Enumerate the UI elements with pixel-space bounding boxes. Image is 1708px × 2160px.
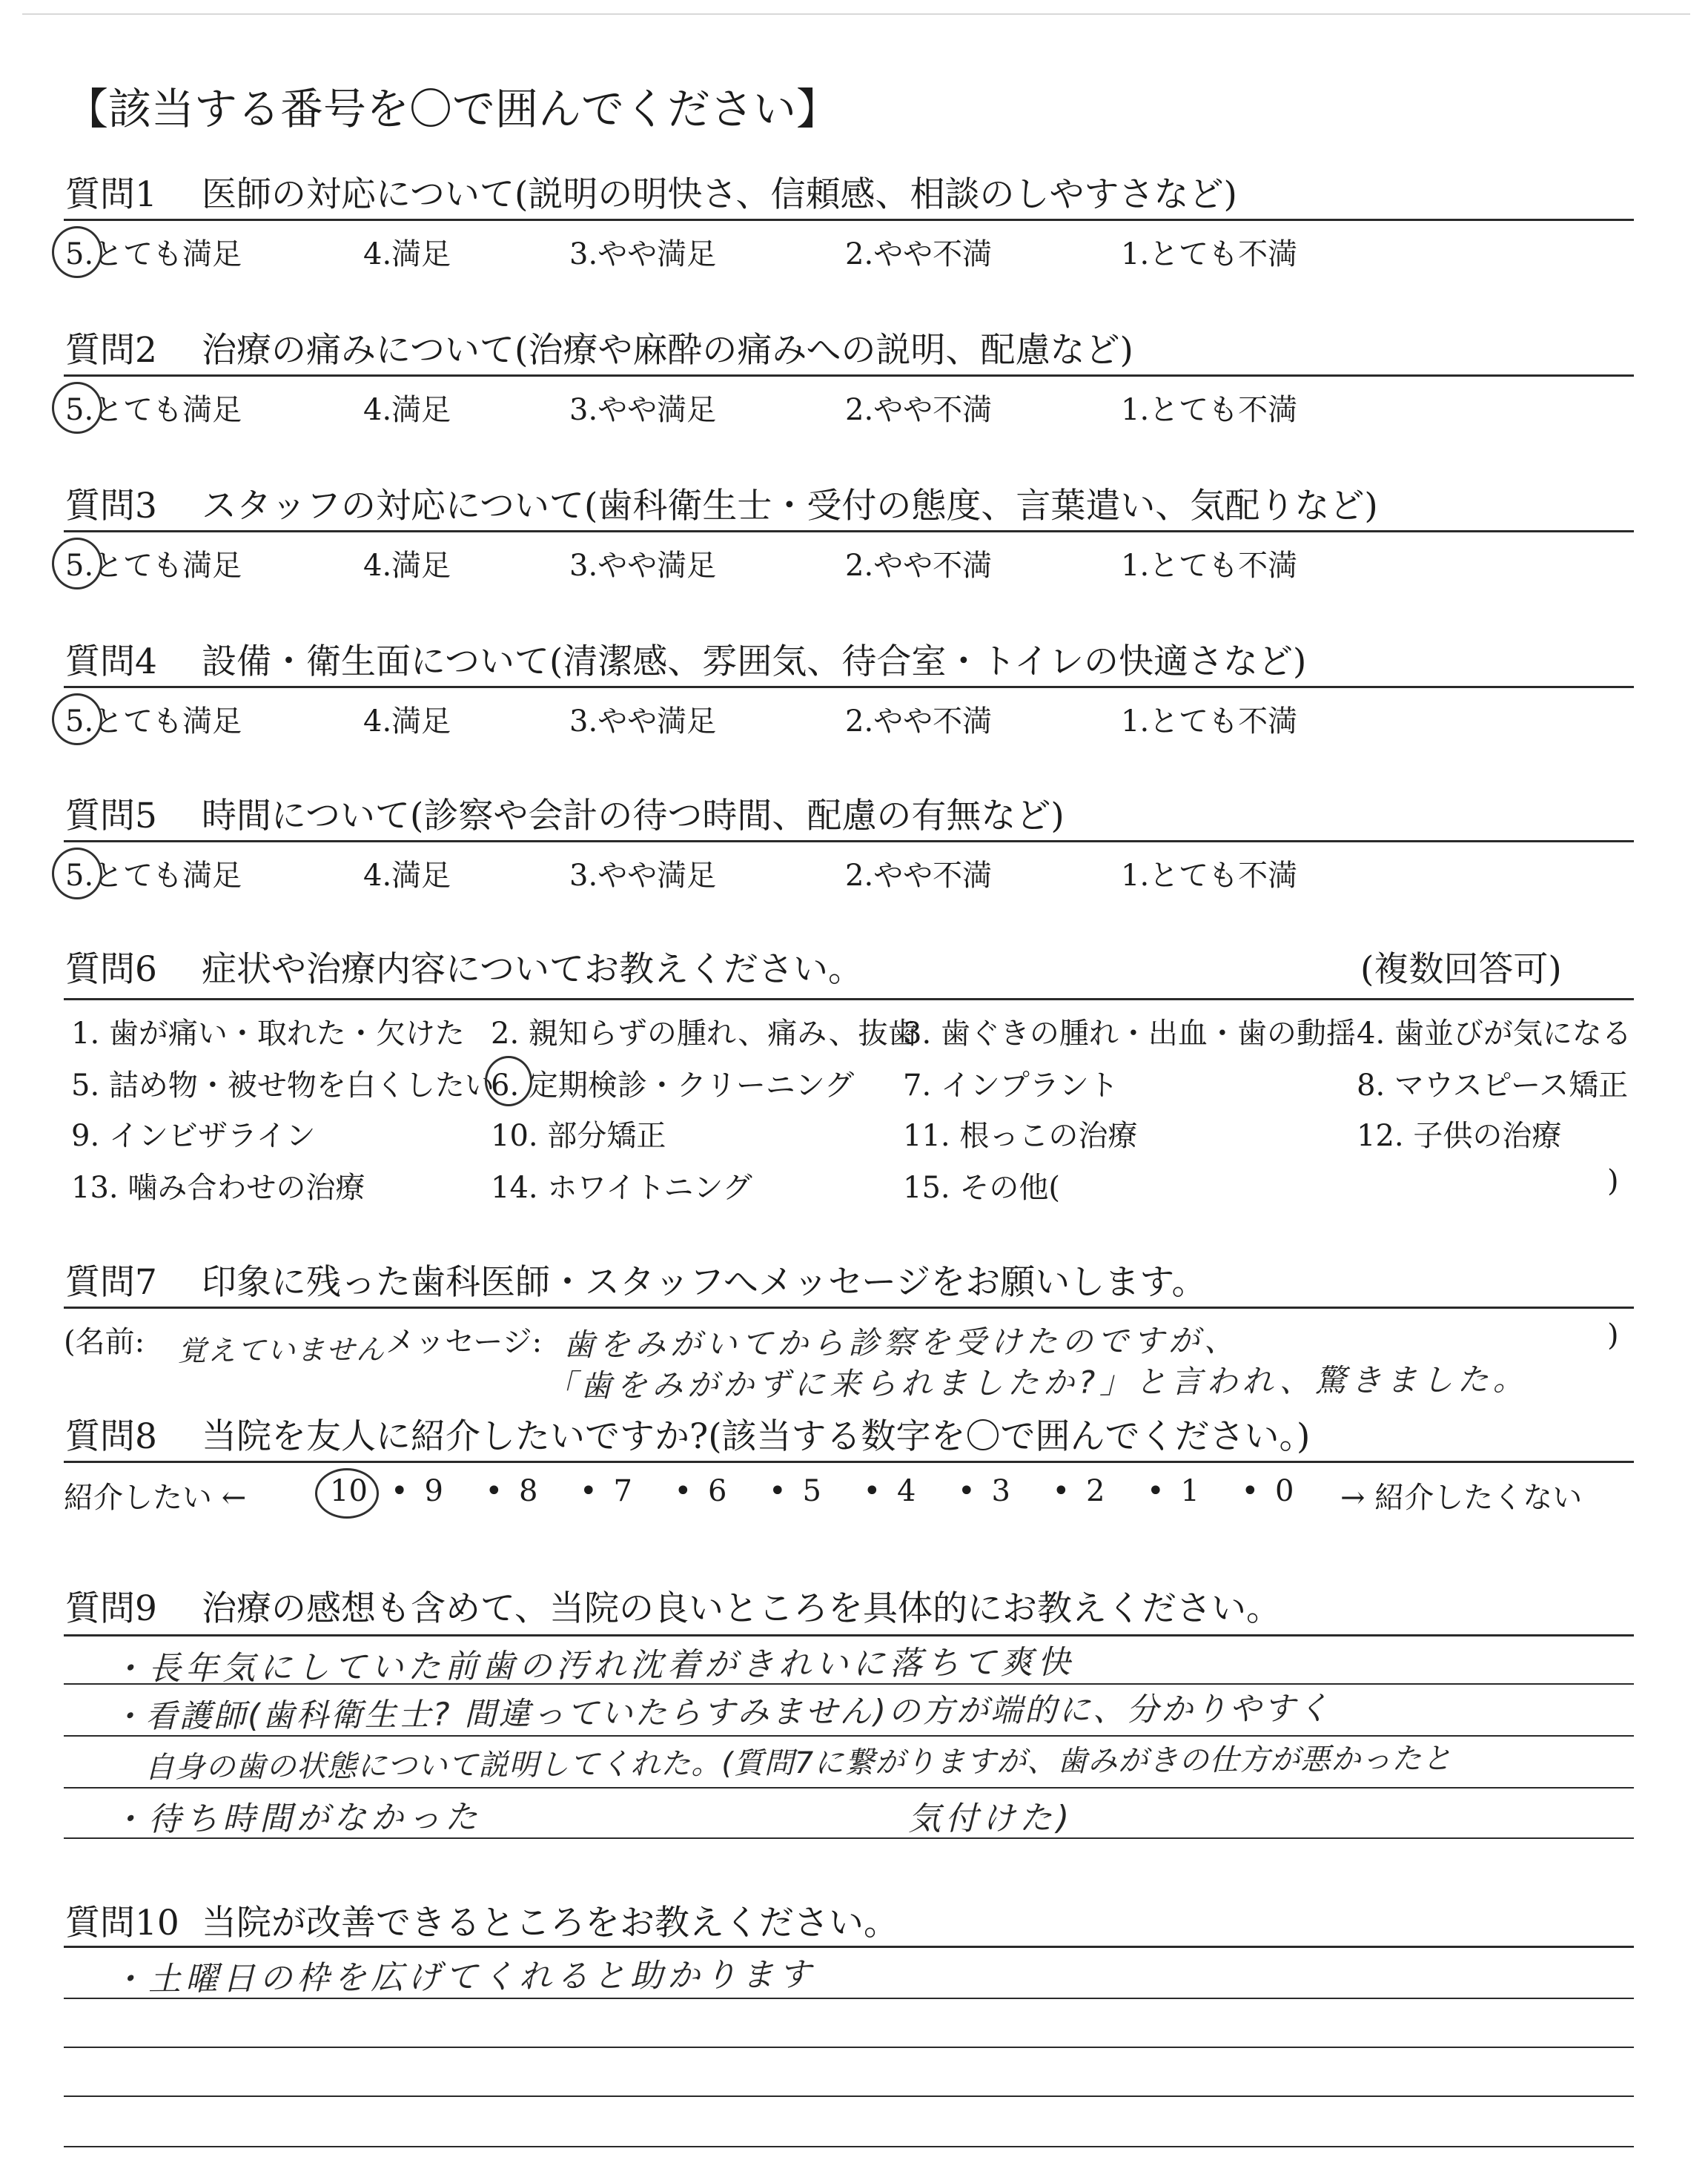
q8-scale-separator: • [863, 1474, 881, 1508]
q9-rule-2 [64, 1683, 1634, 1685]
q5-option-4[interactable]: 4.満足 [363, 859, 451, 893]
q9-rule-1 [64, 1634, 1634, 1636]
q2-option-3[interactable]: 3.やや満足 [569, 393, 717, 427]
q3-label: 質問3 [65, 486, 157, 526]
q6-item-12[interactable]: 12. 子供の治療 [1357, 1119, 1562, 1153]
q6-item-15[interactable]: 15. その他( [903, 1171, 1060, 1205]
q8-scale-separator: • [391, 1474, 408, 1508]
q2-option-4[interactable]: 4.満足 [363, 393, 451, 427]
q8-rule [64, 1461, 1634, 1463]
q9-text: 治療の感想も含めて、当院の良いところを具体的にお教えください。 [202, 1588, 1282, 1629]
q8-scale-5[interactable]: 5 [802, 1474, 821, 1508]
q10-label: 質問10 [65, 1903, 179, 1943]
q7-message-label: メッセージ: [385, 1325, 543, 1359]
q1-rule [64, 219, 1634, 221]
q6-item-11[interactable]: 11. 根っこの治療 [903, 1119, 1138, 1153]
q3-option-1[interactable]: 1.とても不満 [1121, 549, 1298, 583]
q8-scale-separator: • [674, 1474, 692, 1508]
q8-scale-8[interactable]: 8 [519, 1474, 538, 1508]
q6-item-3[interactable]: 3. 歯ぐきの腫れ・出血・歯の動揺 [903, 1017, 1356, 1051]
q6-item-16: ) [1607, 1164, 1619, 1198]
q8-scale-4[interactable]: 4 [897, 1474, 916, 1508]
q4-rule [64, 686, 1634, 688]
q5-rule [64, 840, 1634, 842]
q1-label: 質問1 [65, 174, 157, 215]
q8-scale-separator: • [1052, 1474, 1070, 1508]
q6-item-1[interactable]: 1. 歯が痛い・取れた・欠けた [71, 1017, 465, 1051]
q7-message-line-1: 歯をみがいてから診察を受けたのですが、 [563, 1321, 1240, 1364]
q6-item-4[interactable]: 4. 歯並びが気になる [1357, 1017, 1632, 1051]
q8-scale-9[interactable]: 9 [424, 1474, 443, 1508]
q8-scale-separator: • [1241, 1474, 1260, 1508]
q3-text: スタッフの対応について(歯科衛生士・受付の態度、言葉遣い、気配りなど) [202, 486, 1378, 526]
q6-item-7[interactable]: 7. インプラント [903, 1069, 1119, 1103]
q8-scale-7[interactable]: 7 [613, 1474, 632, 1508]
q4-option-4[interactable]: 4.満足 [363, 704, 451, 739]
q2-option-1[interactable]: 1.とても不満 [1121, 393, 1298, 427]
q7-text: 印象に残った歯科医師・スタッフへメッセージをお願いします。 [202, 1262, 1207, 1303]
q10-text: 当院が改善できるところをお教えください。 [202, 1903, 898, 1943]
q8-scale-separator: • [580, 1474, 598, 1508]
q4-option-2[interactable]: 2.やや不満 [845, 704, 993, 739]
q4-option-3[interactable]: 3.やや満足 [569, 704, 717, 739]
q10-rule-1 [64, 1946, 1634, 1948]
q3-option-2[interactable]: 2.やや不満 [845, 549, 993, 583]
q8-scale-separator: • [769, 1474, 787, 1508]
q3-option-4[interactable]: 4.満足 [363, 549, 451, 583]
q10-rule-4 [64, 2095, 1634, 2097]
q8-scale-3[interactable]: 3 [991, 1474, 1010, 1508]
scan-top-edge [22, 13, 1690, 15]
q9-line-3: 自身の歯の状態について説明してくれた。(質問7に繋がりますが、歯みがきの仕方が悪かったと [144, 1741, 1453, 1786]
q7-label: 質問7 [65, 1262, 157, 1303]
q4-option-1[interactable]: 1.とても不満 [1121, 704, 1298, 739]
q8-label: 質問8 [65, 1416, 157, 1457]
q2-option-2[interactable]: 2.やや不満 [845, 393, 993, 427]
q8-scale-10[interactable]: 10 [330, 1474, 368, 1508]
q7-message-line-2: 「歯をみがかずに来られましたか?」と言われ、驚きました。 [544, 1361, 1529, 1404]
q5-label: 質問5 [65, 796, 157, 836]
q8-scale-2[interactable]: 2 [1086, 1474, 1105, 1508]
q3-rule [64, 530, 1634, 532]
q2-label: 質問2 [65, 330, 157, 371]
q1-option-1[interactable]: 1.とても不満 [1121, 237, 1298, 271]
q9-rule-5 [64, 1837, 1634, 1839]
q6-item-10[interactable]: 10. 部分矯正 [491, 1119, 666, 1153]
q8-scale-separator: • [958, 1474, 976, 1508]
q8-scale-0[interactable]: 0 [1275, 1474, 1294, 1508]
q9-line-2: ・看護師(歯科衛生士? 間違っていたらすみません)の方が端的に、分かりやすく [110, 1690, 1332, 1736]
q2-text: 治療の痛みについて(治療や麻酔の痛みへの説明、配慮など) [202, 330, 1133, 371]
q1-option-4[interactable]: 4.満足 [363, 237, 451, 271]
q6-rule [64, 998, 1634, 1000]
q1-option-2[interactable]: 2.やや不満 [845, 237, 993, 271]
q9-line-4: ・待ち時間がなかった [110, 1798, 483, 1839]
q6-item-13[interactable]: 13. 噛み合わせの治療 [71, 1171, 365, 1205]
q8-right-label: → 紹介したくない [1340, 1481, 1583, 1515]
q2-rule [64, 374, 1634, 377]
q6-text: 症状や治療内容についてお教えください。 [202, 949, 864, 990]
page-title: 【該当する番号を〇で囲んでください】 [65, 84, 840, 134]
q4-label: 質問4 [65, 641, 157, 682]
q9-line-1: ・長年気にしていた前歯の汚れ沈着がきれいに落ちて爽快 [110, 1643, 1075, 1688]
q8-scale-1[interactable]: 1 [1180, 1474, 1199, 1508]
q7-name-value: 覚えていません [177, 1333, 386, 1367]
q6-item-6[interactable]: 6. 定期検診・クリーニング [491, 1069, 855, 1103]
q7-name-label: (名前: [64, 1325, 145, 1359]
q6-item-5[interactable]: 5. 詰め物・被せ物を白くしたい [71, 1069, 494, 1103]
q8-left-label: 紹介したい ← [64, 1481, 247, 1515]
q7-rule [64, 1307, 1634, 1309]
q4-text: 設備・衛生面について(清潔感、雰囲気、待合室・トイレの快適さなど) [202, 641, 1307, 682]
q10-line-1: ・土曜日の枠を広げてくれると助かります [110, 1955, 816, 1999]
q5-option-3[interactable]: 3.やや満足 [569, 859, 717, 893]
q1-option-5[interactable]: 5.とても満足 [65, 237, 242, 271]
q10-rule-2 [64, 1998, 1634, 1999]
q7-close-paren: ) [1607, 1318, 1619, 1353]
q9-line-5: 気付けた) [907, 1799, 1074, 1838]
q5-option-5[interactable]: 5.とても満足 [65, 859, 242, 893]
q8-text: 当院を友人に紹介したいですか?(該当する数字を〇で囲んでください。) [202, 1416, 1311, 1457]
q3-option-3[interactable]: 3.やや満足 [569, 549, 717, 583]
q10-rule-3 [64, 2047, 1634, 2048]
q1-option-3[interactable]: 3.やや満足 [569, 237, 717, 271]
q6-item-14[interactable]: 14. ホワイトニング [491, 1171, 752, 1205]
q8-scale-separator: • [485, 1474, 503, 1508]
q6-label: 質問6 [65, 949, 157, 990]
q4-option-5[interactable]: 5.とても満足 [65, 704, 242, 739]
q6-item-9[interactable]: 9. インビザライン [71, 1119, 316, 1153]
q1-text: 医師の対応について(説明の明快さ、信頼感、相談のしやすさなど) [202, 174, 1237, 215]
q6-item-8[interactable]: 8. マウスピース矯正 [1357, 1069, 1629, 1103]
q8-scale-separator: • [1147, 1474, 1165, 1508]
q6-note: (複数回答可) [1360, 949, 1562, 990]
q6-item-2[interactable]: 2. 親知らずの腫れ、痛み、抜歯 [491, 1017, 918, 1051]
q10-rule-5 [64, 2146, 1634, 2147]
q8-scale-6[interactable]: 6 [708, 1474, 727, 1508]
q9-label: 質問9 [65, 1588, 157, 1629]
q3-option-5[interactable]: 5.とても満足 [65, 549, 242, 583]
q5-option-1[interactable]: 1.とても不満 [1121, 859, 1298, 893]
q9-rule-4 [64, 1787, 1634, 1789]
q5-option-2[interactable]: 2.やや不満 [845, 859, 993, 893]
q2-option-5[interactable]: 5.とても満足 [65, 393, 242, 427]
q5-text: 時間について(診察や会計の待つ時間、配慮の有無など) [202, 796, 1065, 836]
